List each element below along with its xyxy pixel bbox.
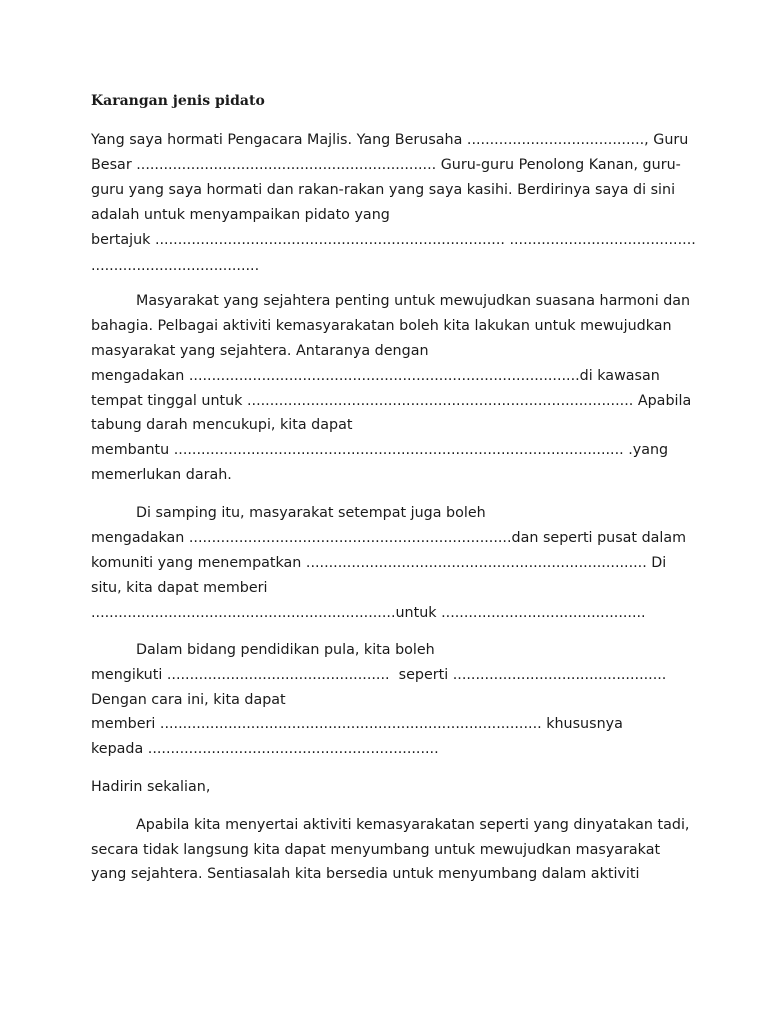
paragraph-1-line-4: adalah untuk menyampaikan pidato yang	[91, 207, 390, 223]
paragraph-4-line-3: Dengan cara ini, kita dapat	[91, 692, 286, 708]
paragraph-1-line-6: .....................................	[91, 258, 260, 274]
paragraph-3-line-1: Di samping itu, masyarakat setempat juga boleh	[136, 505, 486, 521]
paragraph-2-line-8: memerlukan darah.	[91, 467, 232, 483]
salutation: Hadirin sekalian,	[91, 779, 211, 795]
paragraph-4-line-5: kepada ................................................................	[91, 741, 439, 757]
paragraph-1-line-2: Besar .................................................................. Guru-guru Penolong Kanan, guru-	[91, 157, 681, 173]
paragraph-2-line-1: Masyarakat yang sejahtera penting untuk mewujudkan suasana harmoni dan	[136, 293, 691, 309]
paragraph-1-line-3: guru yang saya hormati dan rakan-rakan yang saya kasihi. Berdirinya saya di sini	[91, 182, 676, 198]
paragraph-3-line-4: situ, kita dapat memberi	[91, 580, 268, 596]
paragraph-5-line-3: yang sejahtera. Sentiasalah kita bersedia untuk menyumbang dalam aktiviti	[91, 866, 640, 882]
paragraph-3-line-5: ...................................................................untuk .............................................	[91, 605, 646, 621]
paragraph-2-line-6: tabung darah mencukupi, kita dapat	[91, 417, 353, 433]
paragraph-5-line-1: Apabila kita menyertai aktiviti kemasyarakatan seperti yang dinyatakan tadi,	[136, 817, 690, 833]
paragraph-1-line-5: bertajuk ............................................................................. .........................................	[91, 232, 696, 248]
paragraph-2-line-5: tempat tinggal untuk ..................................................................................... Apabila	[91, 393, 692, 409]
paragraph-3-line-3: komuniti yang menempatkan ........................................................................... Di	[91, 555, 667, 571]
paragraph-2-line-2: bahagia. Pelbagai aktiviti kemasyarakatan boleh kita lakukan untuk mewujudkan	[91, 318, 672, 334]
document-title: Karangan jenis pidato	[91, 93, 265, 109]
paragraph-2-line-7: membantu ................................................................................................... .yang	[91, 442, 669, 458]
paragraph-5-line-2: secara tidak langsung kita dapat menyumbang untuk mewujudkan masyarakat	[91, 842, 661, 858]
paragraph-1-line-1: Yang saya hormati Pengacara Majlis. Yang Berusaha ......................................., Guru	[91, 132, 689, 148]
paragraph-4-line-4: memberi .................................................................................... khususnya	[91, 716, 623, 732]
paragraph-4-line-1: Dalam bidang pendidikan pula, kita boleh	[136, 642, 435, 658]
paragraph-2-line-3: masyarakat yang sejahtera. Antaranya dengan	[91, 343, 429, 359]
paragraph-3-line-2: mengadakan .......................................................................dan seperti pusat dalam	[91, 530, 687, 546]
paragraph-4-line-2: mengikuti ................................................. seperti ...............................................	[91, 667, 667, 683]
paragraph-2-line-4: mengadakan ......................................................................................di kawasan	[91, 368, 660, 384]
